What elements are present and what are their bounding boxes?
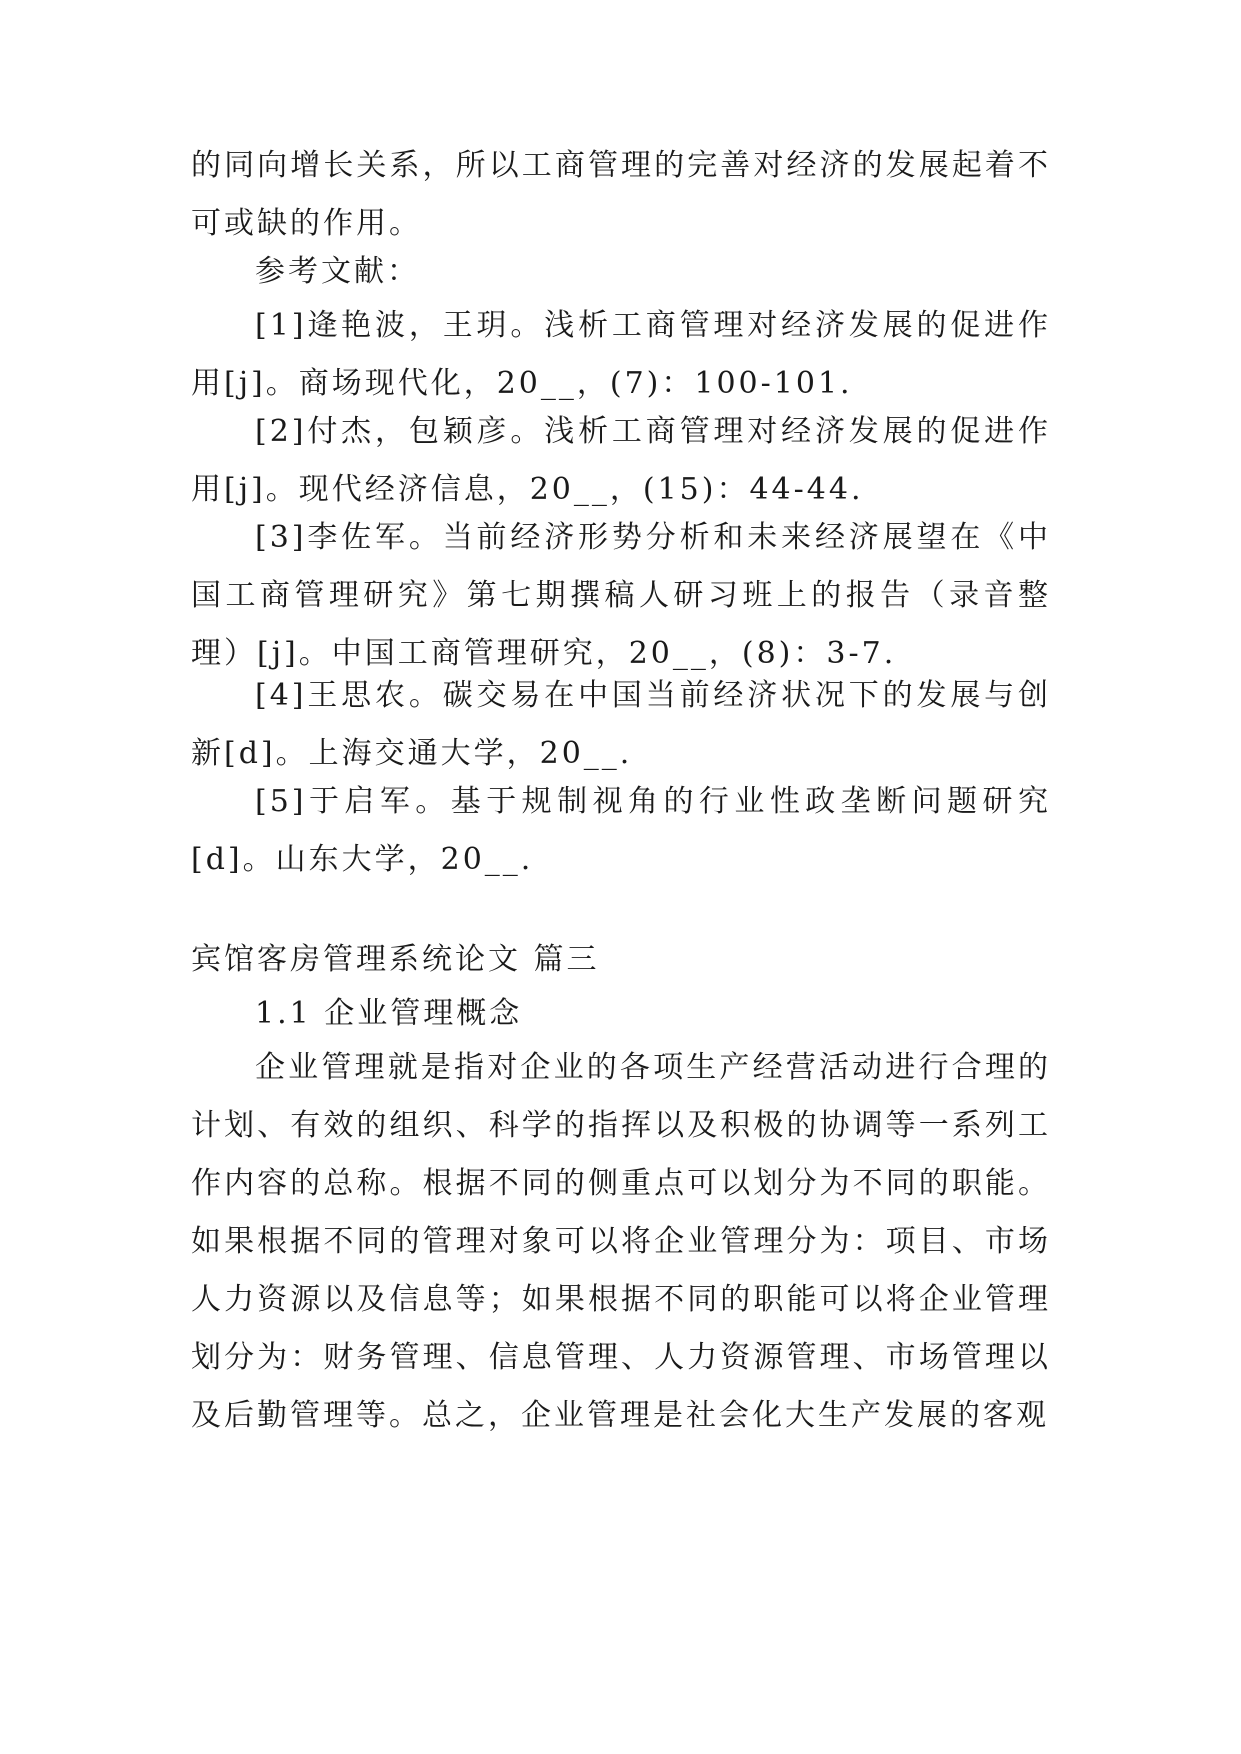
reference-3: [3]李佐军。当前经济形势分析和未来经济展望在《中国工商管理研究》第七期撰稿人研习班上的报告（录音整理）[j]。中国工商管理研究，20__，(8)：3-7. bbox=[191, 520, 1051, 671]
paragraph-conclusion: 的同向增长关系，所以工商管理的完善对经济的发展起着不可或缺的作用。 bbox=[191, 148, 1051, 241]
reference-4: [4]王思农。碳交易在中国当前经济状况下的发展与创新[d]。上海交通大学，20__. bbox=[191, 678, 1051, 771]
subsection-title: 1.1 企业管理概念 bbox=[255, 996, 523, 1031]
references-heading: 参考文献： bbox=[255, 254, 420, 289]
section-title: 宾馆客房管理系统论文 篇三 bbox=[191, 942, 600, 977]
reference-1: [1]逄艳波，王玥。浅析工商管理对经济发展的促进作用[j]。商场现代化，20__，(7)：100-101. bbox=[191, 308, 1051, 401]
reference-5: [5]于启军。基于规制视角的行业性政垄断问题研究[d]。山东大学，20__. bbox=[191, 784, 1051, 877]
reference-2: [2]付杰，包颖彦。浅析工商管理对经济发展的促进作用[j]。现代经济信息，20__，(15)：44-44. bbox=[191, 414, 1051, 507]
body-paragraph: 企业管理就是指对企业的各项生产经营活动进行合理的计划、有效的组织、科学的指挥以及积极的协调等一系列工作内容的总称。根据不同的侧重点可以划分为不同的职能。如果根据不同的管理对象可以将企业管理分为：项目、市场人力资源以及信息等；如果根据不同的职能可以将企业管理划分为：财务管理、信息管理、人力资源管理、市场管理以及后勤管理等。总之，企业管理是社会化大生产发展的客观 bbox=[191, 1050, 1051, 1433]
